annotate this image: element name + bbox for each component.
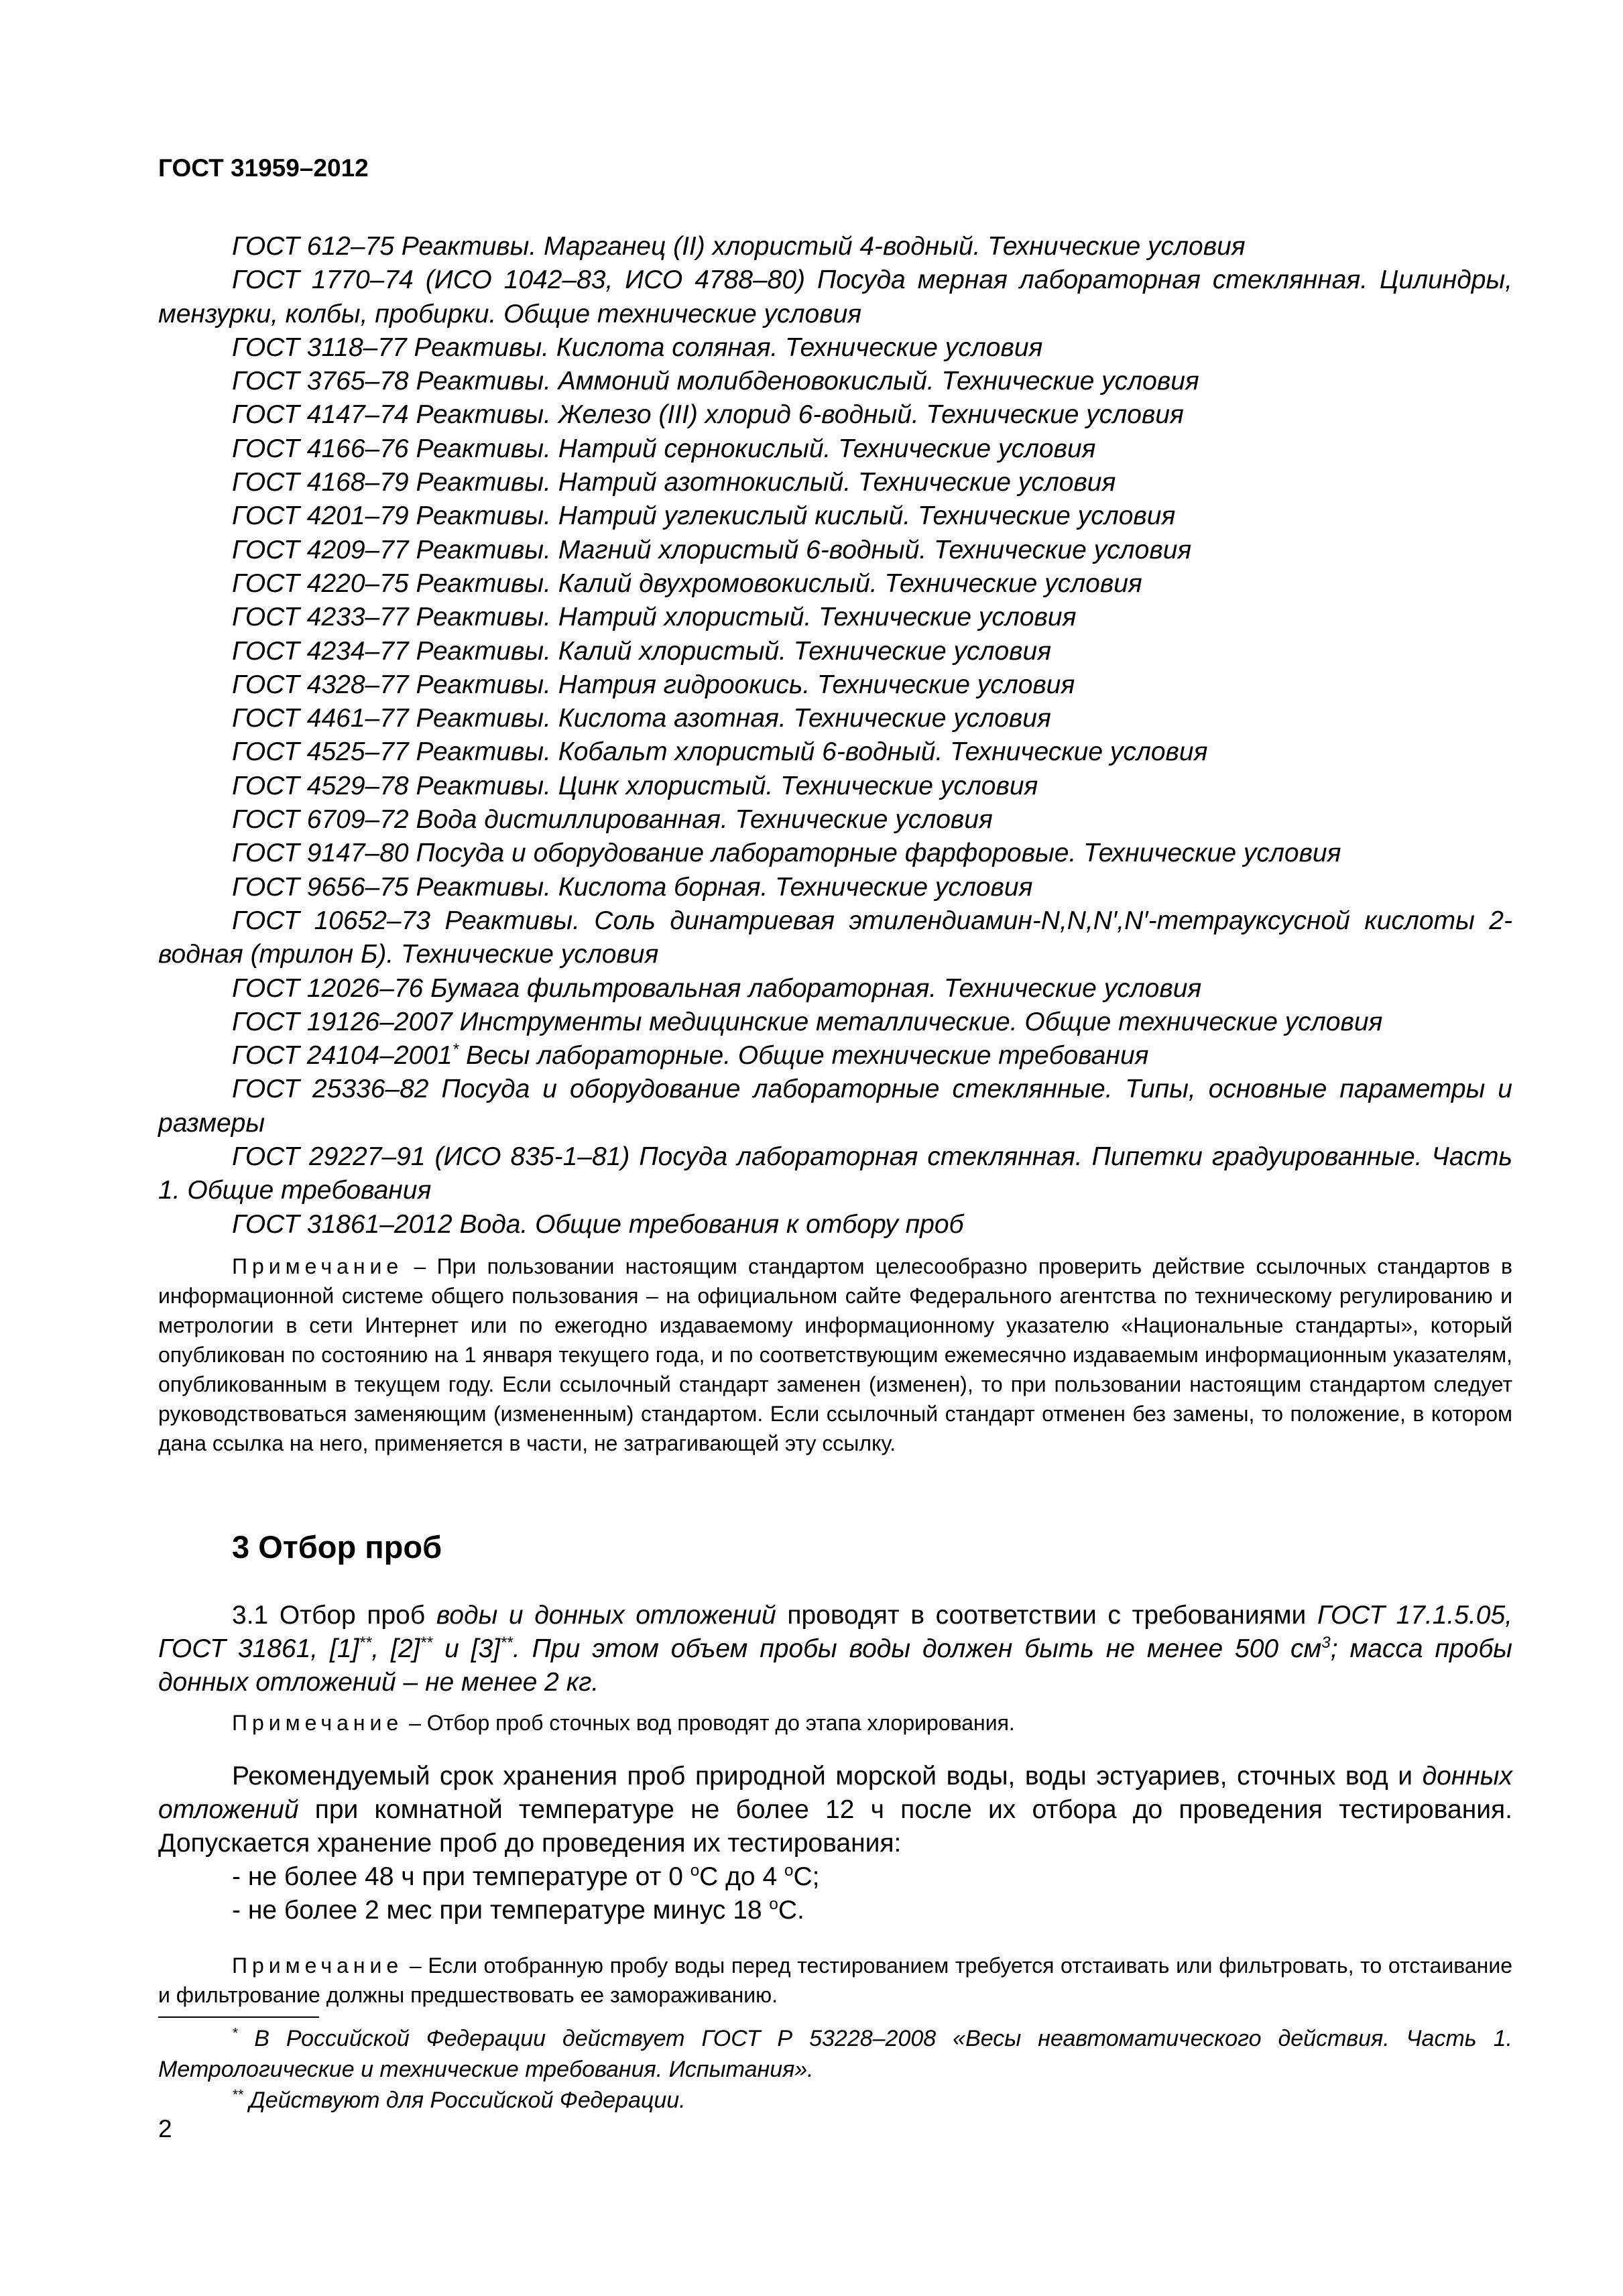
reference-item: ГОСТ 9656–75 Реактивы. Кислота борная. Технические условия	[232, 872, 1033, 902]
text-run: 3.1 Отбор проб	[232, 1601, 436, 1630]
reference-item: ГОСТ 4166–76 Реактивы. Натрий сернокислый. Технические условия	[232, 434, 1096, 463]
reference-item: ГОСТ 4147–74 Реактивы. Железо (III) хлорид 6-водный. Технические условия	[232, 400, 1184, 430]
footnote-item	[158, 2085, 1512, 2116]
footnote-mark: **	[420, 1634, 433, 1652]
storage-recommendation	[158, 1760, 1512, 1927]
footnote-mark: *	[452, 1040, 459, 1059]
reference-item: ГОСТ 4209–77 Реактивы. Магний хлористый 6-водный. Технические условия	[232, 535, 1192, 564]
reference-item: ГОСТ 4201–79 Реактивы. Натрий углекислый кислый. Технические условия	[232, 501, 1176, 531]
footnote-mark: **	[359, 1634, 372, 1652]
text-run: проводят в соответствии с требованиями	[776, 1601, 1317, 1630]
degree-mark: о	[769, 1895, 778, 1913]
reference-item: ГОСТ 3118–77 Реактивы. Кислота соляная. Технические условия	[232, 333, 1043, 362]
degree-mark: о	[690, 1862, 700, 1880]
text-run: С;	[793, 1862, 820, 1891]
text-run: Рекомендуемый срок хранения проб природной морской воды, воды эстуариев, сточных вод и	[232, 1762, 1423, 1791]
note-text: – При пользовании настоящим стандартом целесообразно проверить действие ссылочных стандартов в информационной системе общего пользования – на официальном сайте Федерального агентства по техническому регулированию и метрологии в сети Интернет или по ежегодно издаваемому информационному указателю «Национальные стандарты», который опубликован по состоянию на 1 января текущего года, и по соответствующим ежемесячно издаваемым информационным указателям, опубликованным в текущем году. Если ссылочный стандарт заменен (изменен), то при пользовании настоящим стандартом следует руководствоваться заменяющим (измененным) стандартом. Если ссылочный стандарт отменен без замены, то положение, в котором дана ссылка на него, применяется в части, не затрагивающей эту ссылку.	[158, 1254, 1512, 1455]
reference-item: ГОСТ 4234–77 Реактивы. Калий хлористый. Технические условия	[232, 636, 1052, 666]
footnote-mark: **	[500, 1634, 513, 1652]
note-sampling	[158, 1708, 1512, 1738]
reference-item: ГОСТ 4233–77 Реактивы. Натрий хлористый. Технические условия	[232, 603, 1077, 632]
paragraph	[158, 1760, 1512, 1860]
footnote-item	[158, 2023, 1512, 2085]
note-references	[158, 1252, 1512, 1458]
text-run: - не более 48 ч при температуре от 0	[232, 1862, 690, 1891]
document-header: ГОСТ 31959–2012	[158, 154, 369, 182]
footnotes	[158, 2023, 1512, 2116]
list-item	[158, 1860, 1512, 1894]
reference-item: ГОСТ 4525–77 Реактивы. Кобальт хлористый 6-водный. Технические условия	[232, 737, 1208, 767]
text-run: . При этом объем пробы воды должен быть не менее 500 см	[512, 1634, 1322, 1663]
reference-item: ГОСТ 31861–2012 Вода. Общие требования к отбору проб	[232, 1209, 964, 1239]
reference-item: ГОСТ 29227–91 (ИСО 835-1–81) Посуда лабораторная стеклянная. Пипетки градуированные. Часть 1. Общие требования	[158, 1142, 1512, 1205]
text-run: ; масса пробы донных отложений – не менее 2 кг.	[158, 1634, 1512, 1697]
reference-item: ГОСТ 4529–78 Реактивы. Цинк хлористый. Технические условия	[232, 771, 1038, 800]
text-run: , [2]	[371, 1634, 420, 1663]
note-text: – Отбор проб сточных вод проводят до этапа хлорирования.	[403, 1711, 1015, 1735]
reference-item: ГОСТ 612–75 Реактивы. Марганец (II) хлористый 4-водный. Технические условия	[232, 232, 1246, 261]
paragraph-3-1	[158, 1599, 1512, 1699]
reference-item: ГОСТ 3765–78 Реактивы. Аммоний молибденовокислый. Технические условия	[232, 367, 1199, 396]
text-run: воды и донных отложений	[436, 1601, 776, 1630]
reference-text: Весы лабораторные. Общие технические требования	[459, 1041, 1149, 1071]
footnote-text: В Российской Федерации действует ГОСТ Р 53228–2008 «Весы неавтоматического действия. Часть 1. Метрологические и технические требования. Испытания».	[158, 2026, 1512, 2082]
page-number: 2	[158, 2115, 172, 2142]
note-text: – Если отобранную пробу воды перед тестированием требуется отстаивать или фильтровать, то отстаивание и фильтрование должны предшествовать ее замораживанию.	[158, 1953, 1512, 2007]
text-run: С до 4	[699, 1862, 784, 1891]
list-item	[158, 1894, 1512, 1927]
text-run: - не более 2 мес при температуре минус 18	[232, 1896, 770, 1925]
reference-item: ГОСТ 12026–76 Бумага фильтровальная лабораторная. Технические условия	[232, 973, 1202, 1003]
reference-item: ГОСТ 9147–80 Посуда и оборудование лабораторные фарфоровые. Технические условия	[232, 839, 1341, 868]
text-run: и [3]	[432, 1634, 501, 1663]
text-run: донных отложений	[158, 1762, 1512, 1824]
footnote-text: Действуют для Российской Федерации.	[243, 2088, 686, 2113]
footnote-separator	[158, 2016, 319, 2018]
reference-item: ГОСТ 6709–72 Вода дистиллированная. Технические условия	[232, 805, 993, 835]
superscript: 3	[1321, 1634, 1331, 1652]
reference-item: ГОСТ 4328–77 Реактивы. Натрия гидроокись. Технические условия	[232, 670, 1075, 699]
text-run: ГОСТ 17.1.5.05, ГОСТ 31861, [1]	[158, 1601, 1513, 1663]
reference-item: ГОСТ 1770–74 (ИСО 1042–83, ИСО 4788–80) Посуда мерная лабораторная стеклянная. Цилиндры, мензурки, колбы, пробирки. Общие технические условия	[158, 265, 1512, 328]
note-label: Примечание	[232, 1711, 404, 1735]
reference-item: ГОСТ 4168–79 Реактивы. Натрий азотнокислый. Технические условия	[232, 468, 1116, 497]
note-label: Примечание	[232, 1953, 404, 1978]
reference-text: ГОСТ 24104–2001	[232, 1041, 453, 1071]
degree-mark: о	[784, 1862, 794, 1880]
text-run: при комнатной температуре не более 12 ч после их отбора до проведения тестирования. Допускается хранение проб до проведения их тестирования:	[158, 1795, 1512, 1858]
reference-item: ГОСТ 4220–75 Реактивы. Калий двухромовокислый. Технические условия	[232, 568, 1142, 598]
reference-item: ГОСТ 4461–77 Реактивы. Кислота азотная. Технические условия	[232, 704, 1051, 733]
reference-item: ГОСТ 19126–2007 Инструменты медицинские металлические. Общие технические условия	[232, 1007, 1383, 1036]
note-label: Примечание	[232, 1254, 404, 1278]
reference-item: ГОСТ 25336–82 Посуда и оборудование лабораторные стеклянные. Типы, основные параметры и размеры	[158, 1075, 1512, 1138]
footnote-mark: *	[232, 2025, 238, 2041]
reference-item: ГОСТ 10652–73 Реактивы. Соль динатриевая этилендиамин-N,N,N′,N′-тетрауксусной кислоты 2-водная (трилон Б). Технические условия	[158, 906, 1512, 969]
note-storage	[158, 1951, 1512, 2010]
footnote-mark: **	[232, 2087, 243, 2103]
section-title: 3 Отбор проб	[232, 1529, 442, 1565]
text-run: С.	[778, 1896, 804, 1925]
reference-item	[158, 1039, 1512, 1073]
references-list	[158, 230, 1512, 1242]
